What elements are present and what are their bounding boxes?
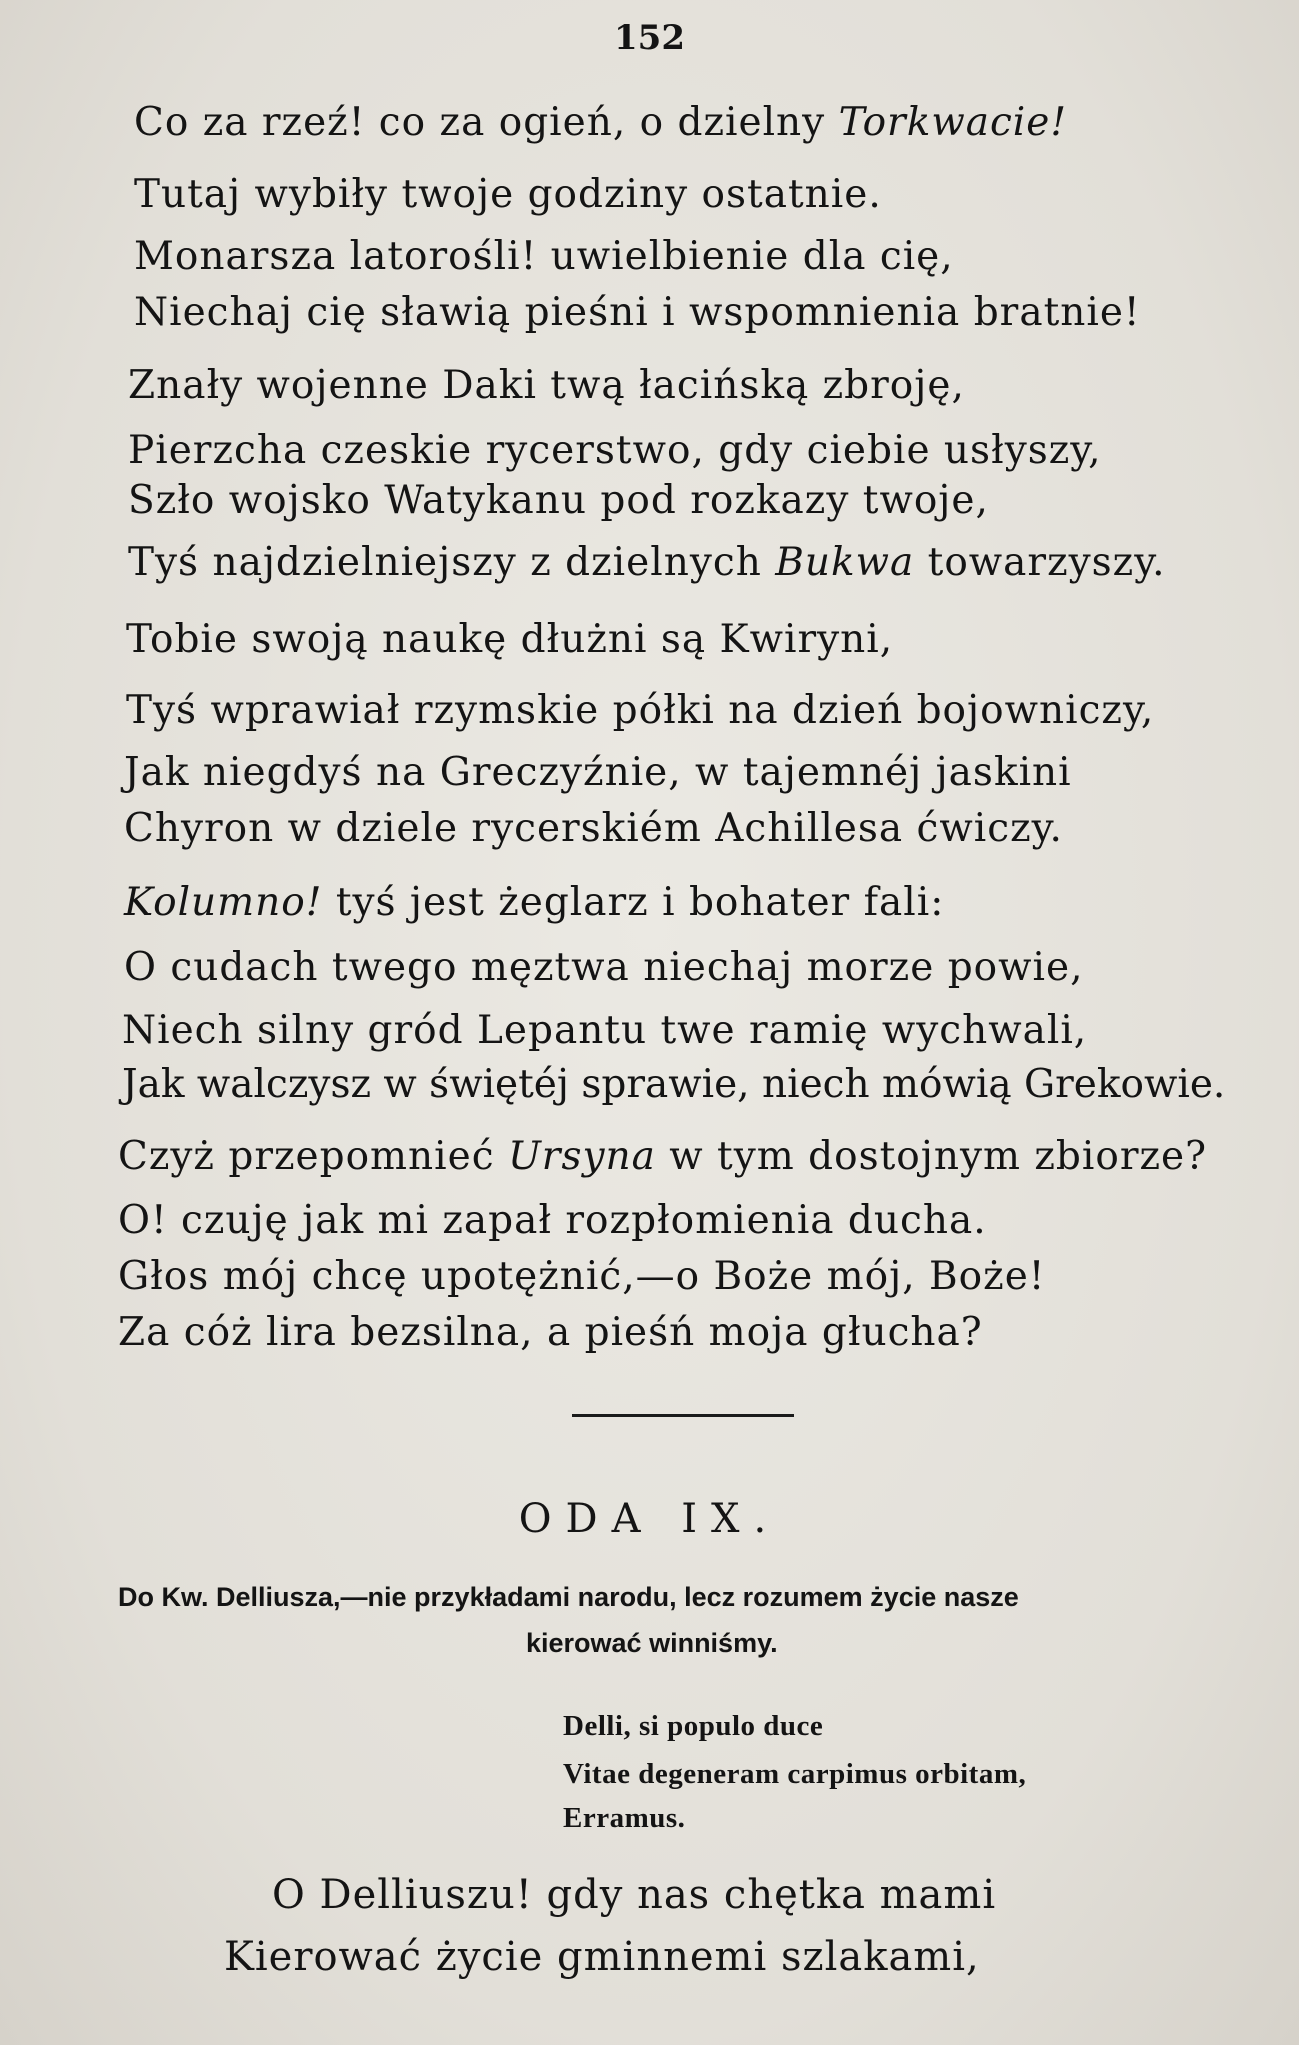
verse-line: O Delliuszu! gdy nas chętka mami <box>272 1872 997 1918</box>
verse-line: Monarsza latorośli! uwielbienie dla cię, <box>134 234 954 279</box>
verse-line: Szło wojsko Watykanu pod rozkazy twoje, <box>128 478 989 523</box>
verse-line: Co za rzeź! co za ogień, o dzielny Torkwacie! <box>134 100 1068 145</box>
verse-line: Znały wojenne Daki twą łacińską zbroję, <box>128 363 965 408</box>
ode-title: ODA IX. <box>518 1496 781 1542</box>
ode-subtitle-line2: kierować winniśmy. <box>526 1628 778 1658</box>
verse-line: Chyron w dziele rycerskiém Achillesa ćwiczy. <box>124 806 1063 851</box>
verse-line: Tutaj wybiły twoje godziny ostatnie. <box>134 172 882 217</box>
epigraph-line: Vitae degeneram carpimus orbitam, <box>563 1758 1027 1790</box>
verse-line: Czyż przepomnieć Ursyna w tym dostojnym zbiorze? <box>118 1134 1208 1179</box>
epigraph-line: Erramus. <box>563 1802 686 1834</box>
verse-line: O! czuję jak mi zapał rozpłomienia ducha. <box>118 1198 987 1243</box>
verse-line: Tyś najdzielniejszy z dzielnych Bukwa towarzyszy. <box>128 540 1166 585</box>
verse-line: Tobie swoją naukę dłużni są Kwiryni, <box>126 617 894 662</box>
verse-line: Niechaj cię sławią pieśni i wspomnienia bratnie! <box>134 290 1141 335</box>
epigraph-line: Delli, si populo duce <box>563 1710 824 1742</box>
ode-subtitle-line1: Do Kw. Delliusza,—nie przykładami narodu, lecz rozumem życie nasze <box>118 1582 1019 1612</box>
verse-line: Jak niegdyś na Greczyźnie, w tajemnéj jaskini <box>124 750 1072 795</box>
verse-line: Niech silny gród Lepantu twe ramię wychwali, <box>122 1008 1088 1053</box>
verse-line: Za cóż lira bezsilna, a pieśń moja głucha? <box>118 1310 983 1355</box>
section-divider <box>572 1414 794 1417</box>
verse-line: Kolumno! tyś jest żeglarz i bohater fali: <box>124 880 945 925</box>
verse-line: Tyś wprawiał rzymskie półki na dzień bojowniczy, <box>126 688 1155 733</box>
verse-line: Kierować życie gminnemi szlakami, <box>224 1934 980 1980</box>
verse-line: Jak walczysz w świętéj sprawie, niech mówią Grekowie. <box>122 1062 1226 1107</box>
verse-line: Pierzcha czeskie rycerstwo, gdy ciebie usłyszy, <box>128 428 1102 473</box>
verse-line: Głos mój chcę upotężnić,—o Boże mój, Boże! <box>118 1254 1046 1299</box>
verse-line: O cudach twego męztwa niechaj morze powie, <box>124 945 1084 990</box>
page-number: 152 <box>614 18 685 58</box>
